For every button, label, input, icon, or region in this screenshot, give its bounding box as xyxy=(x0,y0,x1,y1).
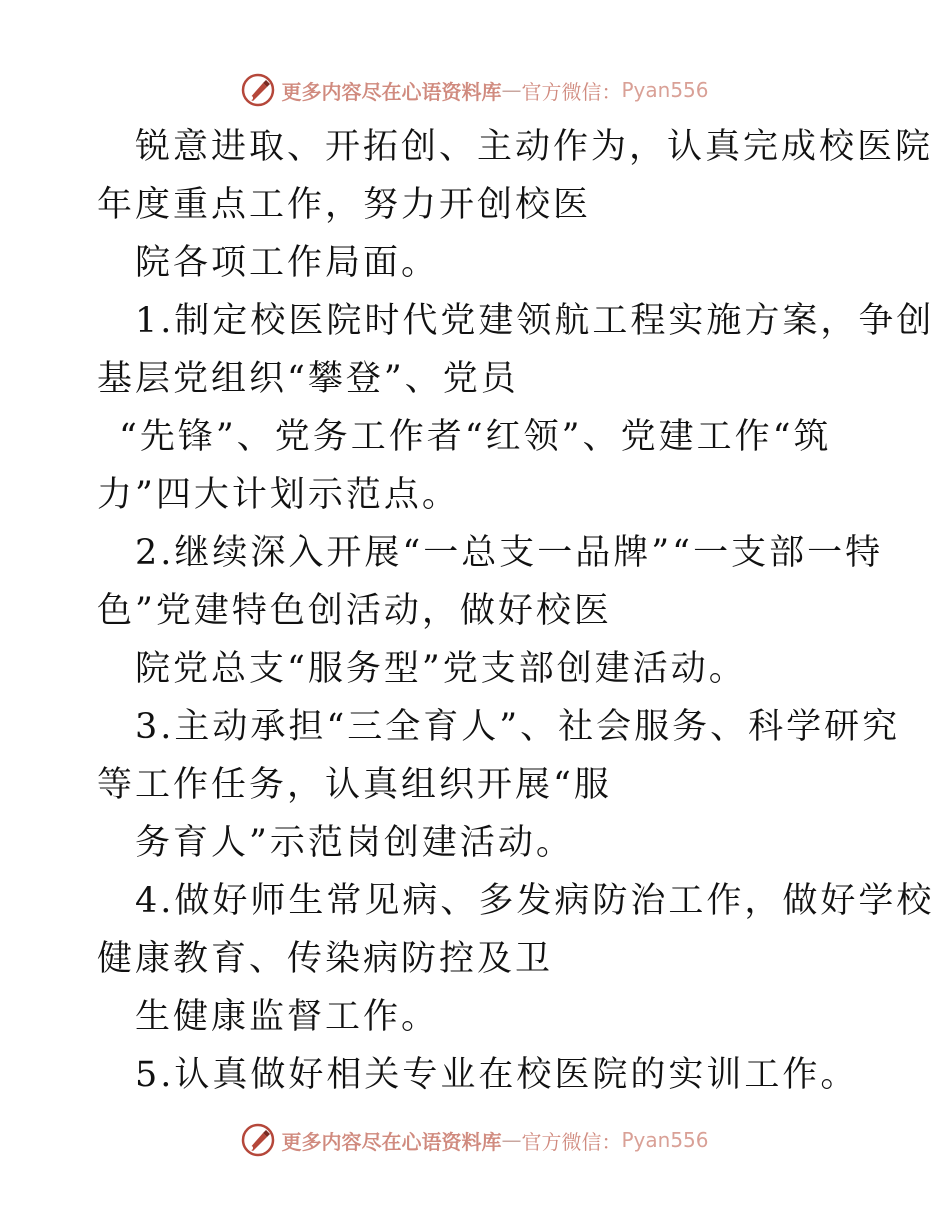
text-line: 力”四大计划示范点。 xyxy=(97,475,460,515)
banner-text: 更多内容尽在心语资料库 xyxy=(281,1129,502,1154)
text-line: 3.主动承担“三全育人”、社会服务、科学研究 xyxy=(135,707,901,747)
pen-logo-icon xyxy=(241,1123,275,1157)
text-line: 院党总支“服务型”党支部创建活动。 xyxy=(135,649,747,689)
banner-wechat-label: 官方微信： xyxy=(521,79,622,104)
paragraph xyxy=(97,872,935,1046)
text-line: 院各项工作局面。 xyxy=(135,243,440,283)
paragraph xyxy=(97,698,901,872)
banner-separator: — xyxy=(501,1128,522,1152)
text-line: 5.认真做好相关专业在校医院的实训工作。 xyxy=(135,1055,859,1095)
banner-wechat-id: Pyan556 xyxy=(621,1128,709,1152)
header-banner xyxy=(0,70,950,110)
footer-banner xyxy=(0,1120,950,1160)
text-line: 4.做好师生常见病、多发病防治工作，做好学校 xyxy=(135,881,935,921)
text-line: “先锋”、党务工作者“红领”、党建工作“筑 xyxy=(119,417,832,457)
text-line: 2.继续深入开展“一总支一品牌”“一支部一特 xyxy=(135,533,884,573)
text-line: 健康教育、传染病防控及卫 xyxy=(97,939,554,979)
banner-text: 更多内容尽在心语资料库 xyxy=(281,79,502,104)
document-body xyxy=(97,118,935,1104)
banner-wechat-id: Pyan556 xyxy=(621,78,709,102)
banner-separator: — xyxy=(501,78,522,102)
paragraph xyxy=(97,524,884,698)
text-line: 务育人”示范岗创建活动。 xyxy=(135,823,574,863)
banner-wechat-label: 官方微信： xyxy=(521,1129,622,1154)
text-line: 1.制定校医院时代党建领航工程实施方案，争创 xyxy=(135,301,935,341)
text-line: 色”党建特色创活动，做好校医 xyxy=(97,591,612,631)
text-line: 生健康监督工作。 xyxy=(135,997,440,1037)
paragraph xyxy=(97,118,934,292)
pen-logo-icon xyxy=(241,73,275,107)
paragraph xyxy=(97,1046,857,1104)
text-line: 等工作任务，认真组织开展“服 xyxy=(97,765,612,805)
text-line: 锐意进取、开拓创、主动作为，认真完成校医院 xyxy=(135,127,934,167)
text-line: 基层党组织“攀登”、党员 xyxy=(97,359,519,399)
text-line: 年度重点工作，努力开创校医 xyxy=(97,185,592,225)
paragraph xyxy=(97,292,935,524)
